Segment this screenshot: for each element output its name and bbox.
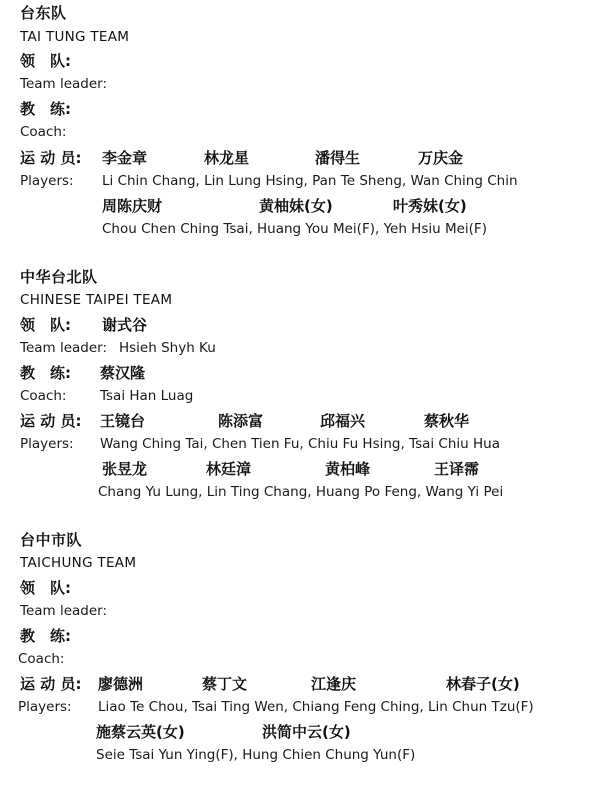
players-label-zh: 运 动 员:: [20, 412, 82, 430]
team-title-en: CHINESE TAIPEI TEAM: [20, 292, 173, 308]
players-label-en: Players:: [20, 436, 74, 452]
coach-name-en: Tsai Han Luag: [100, 388, 194, 404]
team-title-zh: 台东队: [20, 4, 67, 22]
players-label-en: Players:: [20, 173, 74, 189]
players-names-en: Chang Yu Lung, Lin Ting Chang, Huang Po Feng, Wang Yi Pei: [98, 484, 504, 500]
player-name-zh: 李金章: [102, 149, 148, 167]
coach-label-en: Coach:: [20, 124, 67, 140]
player-name-zh: 黄柚妹(女): [259, 197, 333, 215]
player-name-zh: 施蔡云英(女): [96, 723, 185, 741]
player-name-zh: 廖德洲: [98, 675, 144, 693]
player-name-zh: 林廷漳: [206, 460, 252, 478]
player-name-zh: 林龙星: [204, 149, 250, 167]
player-name-zh: 蔡秋华: [424, 412, 470, 430]
players-names-en: Seie Tsai Yun Ying(F), Hung Chien Chung Yun(F): [96, 747, 416, 763]
player-name-zh: 江逢庆: [311, 675, 357, 693]
leader-name-en: Hsieh Shyh Ku: [119, 340, 216, 356]
leader-label-zh: 领 队:: [20, 316, 71, 334]
player-name-zh: 潘得生: [315, 149, 361, 167]
leader-label-zh: 领 队:: [20, 52, 71, 70]
leader-name-zh: 谢式谷: [102, 316, 148, 334]
coach-name-zh: 蔡汉隆: [100, 364, 146, 382]
coach-label-zh: 教 练:: [20, 364, 71, 382]
player-name-zh: 陈添富: [218, 412, 264, 430]
players-label-zh: 运 动 员:: [20, 149, 82, 167]
player-name-zh: 万庆金: [418, 149, 464, 167]
player-name-zh: 林春子(女): [446, 675, 520, 693]
player-name-zh: 邱福兴: [320, 412, 366, 430]
players-names-en: Wang Ching Tai, Chen Tien Fu, Chiu Fu Hsing, Tsai Chiu Hua: [100, 436, 500, 452]
coach-label-en: Coach:: [20, 388, 67, 404]
coach-label-zh: 教 练:: [20, 100, 71, 118]
player-name-zh: 黄柏峰: [325, 460, 371, 478]
team-title-en: TAICHUNG TEAM: [20, 555, 137, 571]
team-title-zh: 中华台北队: [20, 268, 98, 286]
player-name-zh: 洪简中云(女): [262, 723, 351, 741]
coach-label-zh: 教 练:: [20, 627, 71, 645]
players-label-zh: 运 动 员:: [20, 675, 82, 693]
player-name-zh: 叶秀妹(女): [393, 197, 467, 215]
team-title-en: TAI TUNG TEAM: [20, 29, 130, 45]
players-names-en: Li Chin Chang, Lin Lung Hsing, Pan Te Sheng, Wan Ching Chin: [102, 173, 518, 189]
leader-label-en: Team leader:: [20, 340, 108, 356]
coach-label-en: Coach:: [18, 651, 65, 667]
leader-label-en: Team leader:: [20, 76, 108, 92]
player-name-zh: 张昱龙: [102, 460, 148, 478]
players-names-en: Chou Chen Ching Tsai, Huang You Mei(F), Yeh Hsiu Mei(F): [102, 221, 487, 237]
player-name-zh: 周陈庆财: [102, 197, 163, 215]
player-name-zh: 王镜台: [100, 412, 146, 430]
leader-label-zh: 领 队:: [20, 579, 71, 597]
players-label-en: Players:: [18, 699, 72, 715]
players-names-en: Liao Te Chou, Tsai Ting Wen, Chiang Feng Ching, Lin Chun Tzu(F): [98, 699, 534, 715]
team-title-zh: 台中市队: [20, 531, 83, 549]
player-name-zh: 蔡丁文: [202, 675, 248, 693]
player-name-zh: 王译霈: [434, 460, 480, 478]
leader-label-en: Team leader:: [20, 603, 108, 619]
